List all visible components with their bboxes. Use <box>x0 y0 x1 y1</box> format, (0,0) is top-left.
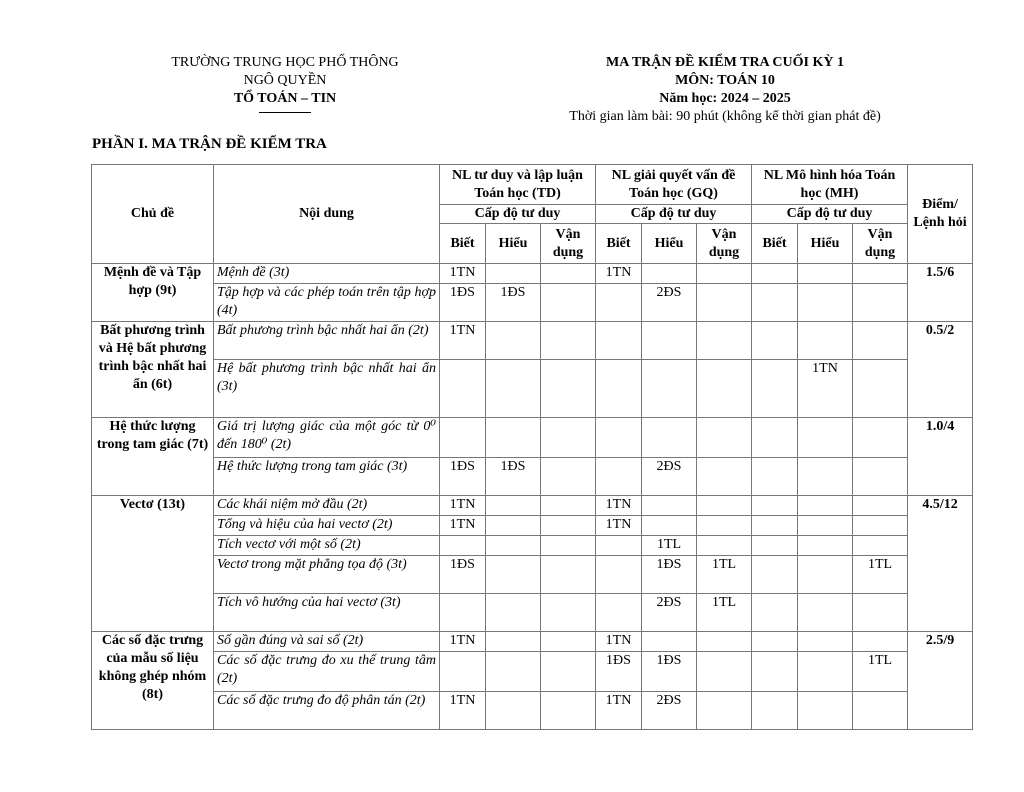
matrix-cell <box>486 692 541 730</box>
matrix-cell: 2ĐS <box>642 594 697 632</box>
matrix-cell <box>697 418 752 458</box>
matrix-cell: 1TL <box>642 536 697 556</box>
matrix-cell <box>853 458 908 496</box>
table-row <box>92 652 973 692</box>
matrix-cell <box>541 264 596 284</box>
matrix-cell <box>541 496 596 516</box>
matrix-cell <box>752 516 798 536</box>
table-row <box>92 284 973 322</box>
matrix-cell <box>440 594 486 632</box>
content-cell: Tổng và hiệu của hai vectơ (2t) <box>214 516 440 536</box>
matrix-cell <box>853 632 908 652</box>
matrix-cell <box>798 496 853 516</box>
matrix-cell <box>596 360 642 418</box>
section-title: PHẦN I. MA TRẬN ĐỀ KIỂM TRA <box>92 136 327 152</box>
matrix-cell <box>697 536 752 556</box>
exam-matrix-table <box>91 164 973 730</box>
matrix-cell <box>541 594 596 632</box>
content-cell: Hệ thức lượng trong tam giác (3t) <box>214 458 440 496</box>
matrix-cell: 1ĐS <box>642 652 697 692</box>
matrix-cell: 1TN <box>440 264 486 284</box>
school-name-line1: TRƯỜNG TRUNG HỌC PHỔ THÔNG <box>171 55 399 70</box>
matrix-cell <box>541 284 596 322</box>
matrix-cell <box>752 556 798 594</box>
content-cell: Tập hợp và các phép toán trên tập hợp (4t) <box>214 284 440 322</box>
matrix-cell: 2ĐS <box>642 692 697 730</box>
matrix-cell <box>853 284 908 322</box>
school-year: Năm học: 2024 – 2025 <box>659 91 791 106</box>
matrix-cell: 2ĐS <box>642 284 697 322</box>
sub-header-biet: Biết <box>596 224 642 264</box>
matrix-cell <box>853 692 908 730</box>
matrix-cell: 1TN <box>596 632 642 652</box>
matrix-cell <box>853 418 908 458</box>
score-cell: 4.5/12 <box>908 496 973 632</box>
matrix-cell <box>486 360 541 418</box>
score-cell: 1.0/4 <box>908 418 973 496</box>
topic-cell: Các số đặc trưng của mẫu số liệu không ghép nhóm (8t) <box>92 632 214 730</box>
matrix-cell: 1TN <box>596 264 642 284</box>
matrix-cell <box>752 594 798 632</box>
table-row <box>92 536 973 556</box>
topic-cell: Mệnh đề và Tập hợp (9t) <box>92 264 214 322</box>
matrix-cell <box>642 322 697 360</box>
matrix-cell: 1TL <box>697 556 752 594</box>
matrix-cell <box>596 556 642 594</box>
score-column-header: Điểm/ Lệnh hỏi <box>908 165 973 264</box>
matrix-cell <box>752 458 798 496</box>
matrix-cell <box>642 360 697 418</box>
matrix-body <box>92 264 973 730</box>
matrix-cell <box>440 536 486 556</box>
level-header-mh: Cấp độ tư duy <box>752 205 908 224</box>
table-row <box>92 556 973 594</box>
matrix-cell <box>752 360 798 418</box>
group-header-mh: NL Mô hình hóa Toán học (MH) <box>752 165 908 205</box>
matrix-cell <box>798 556 853 594</box>
matrix-cell <box>798 594 853 632</box>
school-header <box>140 54 430 108</box>
matrix-cell: 1TN <box>440 516 486 536</box>
matrix-cell <box>697 284 752 322</box>
department-name: TỔ TOÁN – TIN <box>233 91 337 106</box>
matrix-cell <box>541 418 596 458</box>
matrix-cell: 1TL <box>853 652 908 692</box>
matrix-cell <box>440 652 486 692</box>
matrix-cell <box>853 536 908 556</box>
sub-header-van-dung: Vận dụng <box>697 224 752 264</box>
matrix-cell <box>486 516 541 536</box>
matrix-cell <box>642 264 697 284</box>
sub-header-biet: Biết <box>752 224 798 264</box>
matrix-cell <box>541 458 596 496</box>
matrix-cell <box>798 264 853 284</box>
content-cell: Bất phương trình bậc nhất hai ẩn (2t) <box>214 322 440 360</box>
group-header-gq: NL giải quyết vấn đề Toán học (GQ) <box>596 165 752 205</box>
table-row <box>92 594 973 632</box>
matrix-cell <box>596 322 642 360</box>
matrix-cell <box>697 322 752 360</box>
document-title: MA TRẬN ĐỀ KIỂM TRA CUỐI KỲ 1 <box>606 55 844 70</box>
matrix-cell <box>541 556 596 594</box>
matrix-cell: 1TN <box>596 692 642 730</box>
matrix-cell: 1TL <box>853 556 908 594</box>
matrix-cell <box>853 496 908 516</box>
content-cell: Các số đặc trưng đo xu thế trung tâm (2t) <box>214 652 440 692</box>
table-row <box>92 418 973 458</box>
content-cell: Số gần đúng và sai số (2t) <box>214 632 440 652</box>
matrix-cell: 1TN <box>596 516 642 536</box>
school-name-line2: NGÔ QUYỀN <box>243 73 327 88</box>
content-column-header: Nội dung <box>214 165 440 264</box>
matrix-cell <box>486 496 541 516</box>
matrix-cell <box>541 360 596 418</box>
matrix-cell: 1TN <box>440 496 486 516</box>
matrix-cell <box>798 692 853 730</box>
score-cell: 0.5/2 <box>908 322 973 418</box>
matrix-cell <box>642 516 697 536</box>
matrix-cell <box>752 496 798 516</box>
matrix-cell <box>541 652 596 692</box>
matrix-cell <box>486 418 541 458</box>
matrix-cell <box>486 652 541 692</box>
matrix-cell <box>596 458 642 496</box>
matrix-cell <box>486 594 541 632</box>
table-row <box>92 458 973 496</box>
topic-cell: Bất phương trình và Hệ bất phương trình bậc nhất hai ẩn (6t) <box>92 322 214 418</box>
matrix-cell <box>798 322 853 360</box>
sub-header-van-dung: Vận dụng <box>853 224 908 264</box>
matrix-cell <box>853 594 908 632</box>
matrix-cell <box>541 322 596 360</box>
matrix-cell: 1ĐS <box>642 556 697 594</box>
matrix-cell: 1TN <box>440 322 486 360</box>
content-cell: Vectơ trong mặt phẳng tọa độ (3t) <box>214 556 440 594</box>
matrix-cell <box>752 264 798 284</box>
matrix-cell: 1ĐS <box>440 284 486 322</box>
matrix-cell <box>486 264 541 284</box>
matrix-cell: 1ĐS <box>486 284 541 322</box>
matrix-cell <box>596 284 642 322</box>
matrix-cell <box>541 516 596 536</box>
topic-cell: Vectơ (13t) <box>92 496 214 632</box>
duration-line: Thời gian làm bài: 90 phút (không kể thời gian phát đề) <box>569 109 881 124</box>
matrix-cell <box>752 536 798 556</box>
matrix-cell: 1TN <box>798 360 853 418</box>
table-row <box>92 360 973 418</box>
department-underline <box>259 112 311 113</box>
table-row <box>92 692 973 730</box>
matrix-cell <box>853 264 908 284</box>
level-header-td: Cấp độ tư duy <box>440 205 596 224</box>
topic-column-header: Chủ đề <box>92 165 214 264</box>
matrix-cell <box>440 418 486 458</box>
sub-header-hieu: Hiểu <box>798 224 853 264</box>
group-header-td: NL tư duy và lập luận Toán học (TD) <box>440 165 596 205</box>
matrix-cell <box>752 692 798 730</box>
matrix-cell <box>798 458 853 496</box>
matrix-cell <box>798 632 853 652</box>
table-row <box>92 516 973 536</box>
matrix-cell <box>752 418 798 458</box>
matrix-cell: 2ĐS <box>642 458 697 496</box>
matrix-cell <box>752 652 798 692</box>
matrix-cell <box>798 536 853 556</box>
score-cell: 1.5/6 <box>908 264 973 322</box>
content-cell: Tích vectơ với một số (2t) <box>214 536 440 556</box>
matrix-cell <box>697 516 752 536</box>
matrix-cell <box>642 496 697 516</box>
table-row <box>92 322 973 360</box>
content-cell: Tích vô hướng của hai vectơ (3t) <box>214 594 440 632</box>
matrix-cell <box>798 284 853 322</box>
content-cell: Hệ bất phương trình bậc nhất hai ẩn (3t) <box>214 360 440 418</box>
matrix-cell <box>486 632 541 652</box>
matrix-cell <box>642 418 697 458</box>
matrix-cell <box>853 516 908 536</box>
matrix-cell <box>752 284 798 322</box>
matrix-cell <box>697 496 752 516</box>
matrix-cell <box>486 556 541 594</box>
matrix-cell <box>752 322 798 360</box>
matrix-cell <box>697 632 752 652</box>
matrix-cell: 1ĐS <box>440 458 486 496</box>
matrix-cell <box>853 322 908 360</box>
matrix-cell: 1TN <box>596 496 642 516</box>
topic-cell: Hệ thức lượng trong tam giác (7t) <box>92 418 214 496</box>
matrix-cell <box>798 516 853 536</box>
matrix-cell <box>541 692 596 730</box>
matrix-cell: 1ĐS <box>596 652 642 692</box>
sub-header-biet: Biết <box>440 224 486 264</box>
matrix-cell <box>798 652 853 692</box>
matrix-cell <box>752 632 798 652</box>
matrix-cell <box>486 322 541 360</box>
table-row <box>92 264 973 284</box>
sub-header-hieu: Hiểu <box>486 224 541 264</box>
subject-line: MÔN: TOÁN 10 <box>675 73 775 88</box>
matrix-cell: 1TN <box>440 692 486 730</box>
table-row <box>92 632 973 652</box>
matrix-cell <box>541 632 596 652</box>
content-cell: Mệnh đề (3t) <box>214 264 440 284</box>
content-cell: Các số đặc trưng đo độ phân tán (2t) <box>214 692 440 730</box>
matrix-cell <box>541 536 596 556</box>
level-header-gq: Cấp độ tư duy <box>596 205 752 224</box>
matrix-cell <box>642 632 697 652</box>
content-cell: Giá trị lượng giác của một góc từ 0⁰ đến 180⁰ (2t) <box>214 418 440 458</box>
sub-header-hieu: Hiểu <box>642 224 697 264</box>
matrix-cell <box>697 652 752 692</box>
matrix-cell: 1TL <box>697 594 752 632</box>
matrix-cell: 1ĐS <box>440 556 486 594</box>
sub-header-van-dung: Vận dụng <box>541 224 596 264</box>
matrix-cell <box>596 594 642 632</box>
score-cell: 2.5/9 <box>908 632 973 730</box>
content-cell: Các khái niệm mở đầu (2t) <box>214 496 440 516</box>
matrix-cell <box>596 418 642 458</box>
matrix-cell <box>596 536 642 556</box>
exam-header <box>520 54 930 126</box>
table-row <box>92 496 973 516</box>
matrix-cell <box>697 264 752 284</box>
matrix-cell: 1TN <box>440 632 486 652</box>
matrix-cell <box>798 418 853 458</box>
matrix-cell <box>697 458 752 496</box>
matrix-cell: 1ĐS <box>486 458 541 496</box>
matrix-cell <box>440 360 486 418</box>
matrix-cell <box>697 360 752 418</box>
matrix-cell <box>853 360 908 418</box>
matrix-cell <box>486 536 541 556</box>
matrix-cell <box>697 692 752 730</box>
